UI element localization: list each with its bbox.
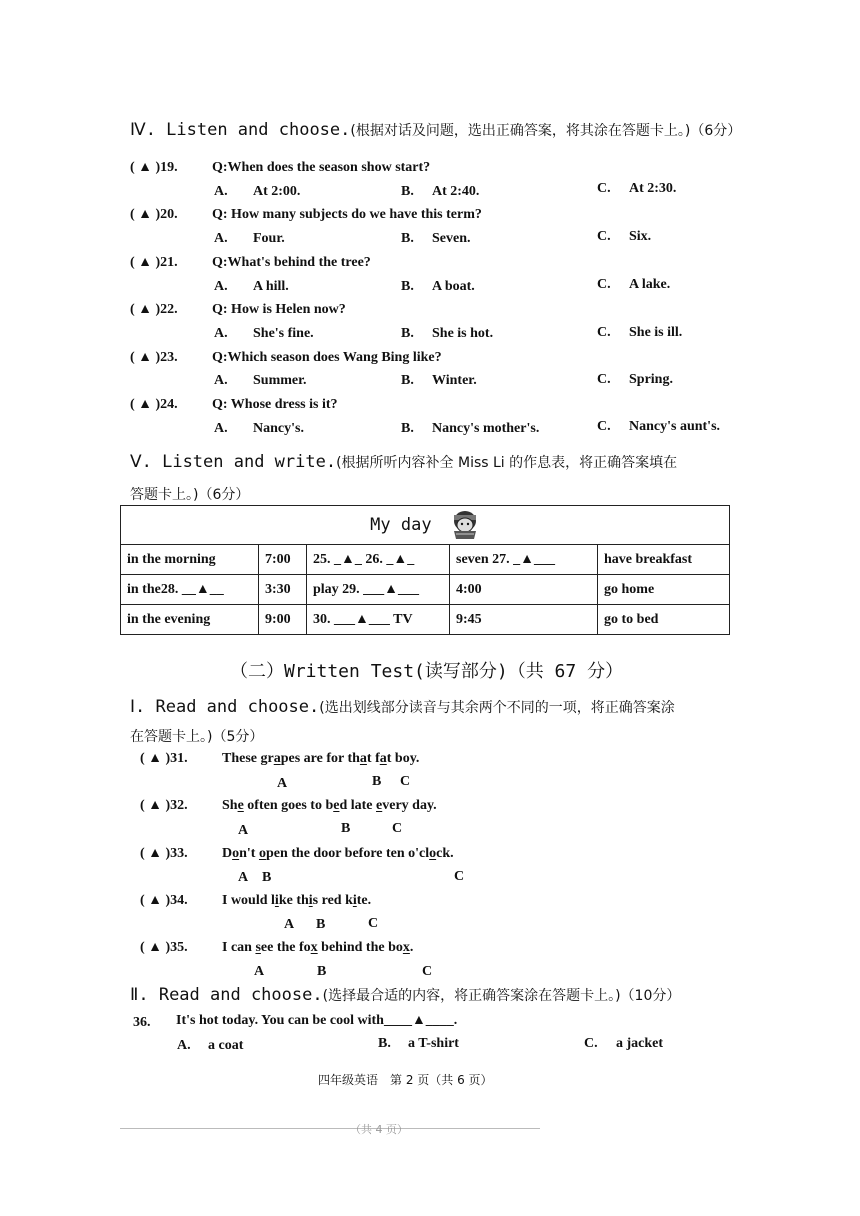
letter-b: B [341, 821, 351, 836]
question-31: ( ▲ )31. [140, 751, 188, 766]
letter-a: A [277, 776, 288, 791]
underlined-b: a [359, 751, 367, 766]
question-36-number: 36. [133, 1015, 151, 1030]
part-2-instruction: (选择最合适的内容，将正确答案涂在答题卡上。)（10分） [322, 988, 681, 1004]
option-19-b: At 2:40. [432, 184, 480, 199]
question-35: ( ▲ )35. [140, 940, 188, 955]
section-4-instruction: (根据对话及问题，选出正确答案，将其涂在答题卡上。)（6分） [350, 123, 742, 139]
option-36-c: a jacket [616, 1036, 664, 1051]
option-22-b: She is hot. [432, 326, 494, 341]
question-24: ( ▲ )24. [130, 397, 178, 412]
option-label-b: B. [401, 184, 414, 199]
table-title-cell [121, 506, 730, 545]
option-label-c: C. [597, 419, 611, 434]
option-24-c: Nancy's aunt's. [629, 419, 721, 434]
table-title: My day [370, 515, 432, 535]
option-20-b: Seven. [432, 231, 471, 246]
divider [120, 1128, 540, 1129]
table-cell: go home [598, 575, 730, 605]
table-cell: seven 27. _▲___ [450, 545, 598, 575]
table-cell: play 29. ___▲___ [307, 575, 450, 605]
option-label-b: B. [378, 1036, 391, 1051]
part-2-heading [130, 985, 680, 1005]
part-1-heading [130, 697, 675, 717]
underlined-c: i [352, 893, 357, 908]
table-row [121, 575, 730, 605]
option-label-a: A. [214, 184, 228, 199]
underlined-b: o [258, 846, 266, 861]
question-24-text: Q: Whose dress is it? [212, 397, 338, 412]
option-label-b: B. [401, 421, 414, 436]
question-19: ( ▲ )19. [130, 160, 178, 175]
option-24-b: Nancy's mother's. [432, 421, 540, 436]
letter-b: B [316, 917, 326, 932]
question-19-text: Q:When does the season show start? [212, 160, 431, 175]
option-label-a: A. [214, 231, 228, 246]
table-cell: in the evening [121, 605, 259, 635]
table-cell: in the morning [121, 545, 259, 575]
section-5-heading [130, 452, 677, 472]
question-22: ( ▲ )22. [130, 302, 178, 317]
section-4-title: Ⅳ. Listen and choose. [130, 120, 351, 140]
table-row [121, 605, 730, 635]
question-20: ( ▲ )20. [130, 207, 178, 222]
option-20-c: Six. [629, 229, 652, 244]
table-cell: in the28. __▲__ [121, 575, 259, 605]
question-34-sentence: I would like this red kite. [222, 893, 372, 908]
letter-c: C [392, 821, 403, 836]
underlined-b: x [310, 940, 318, 955]
option-22-c: She is ill. [629, 325, 683, 340]
part-1-instruction-cont: 在答题卡上。)（5分） [130, 729, 264, 745]
table-row [121, 545, 730, 575]
option-36-b: a T-shirt [408, 1036, 459, 1051]
letter-b: B [317, 964, 327, 979]
option-label-a: A. [214, 373, 228, 388]
option-21-c: A lake. [629, 277, 671, 292]
underlined-c: x [402, 940, 410, 955]
option-label-a: A. [214, 279, 228, 294]
option-23-c: Spring. [629, 372, 673, 387]
written-test-heading: （二）Written Test(读写部分)（共 67 分） [230, 661, 624, 682]
underlined-c: a [379, 751, 387, 766]
table-cell: have breakfast [598, 545, 730, 575]
underlined-b: e [333, 798, 340, 813]
question-33-sentence: Don't open the door before ten o'clock. [222, 846, 454, 861]
option-label-b: B. [401, 326, 414, 341]
table-cell: 3:30 [259, 575, 307, 605]
underlined-c: o [429, 846, 437, 861]
letter-c: C [454, 869, 465, 884]
table-cell: 9:45 [450, 605, 598, 635]
option-label-b: B. [401, 231, 414, 246]
table-cell: 9:00 [259, 605, 307, 635]
table-cell: go to bed [598, 605, 730, 635]
table-cell: 30. ___▲___ TV [307, 605, 450, 635]
question-32-sentence: She often goes to bed late every day. [222, 798, 437, 813]
option-22-a: She's fine. [253, 326, 314, 341]
letter-b: B [372, 774, 382, 789]
part-1-title: Ⅰ. Read and choose. [130, 697, 320, 717]
underlined-c: e [376, 798, 383, 813]
option-label-a: A. [214, 421, 228, 436]
letter-a: A [238, 823, 249, 838]
option-21-a: A hill. [253, 279, 289, 294]
option-label-c: C. [597, 325, 611, 340]
section-5-title: Ⅴ. Listen and write. [130, 452, 337, 472]
question-22-text: Q: How is Helen now? [212, 302, 346, 317]
option-19-a: At 2:00. [253, 184, 301, 199]
question-32: ( ▲ )32. [140, 798, 188, 813]
underlined-a: i [274, 893, 279, 908]
option-23-b: Winter. [432, 373, 477, 388]
underlined-a: e [237, 798, 244, 813]
option-24-a: Nancy's. [253, 421, 304, 436]
table-cell: 4:00 [450, 575, 598, 605]
letter-c: C [400, 774, 411, 789]
question-23: ( ▲ )23. [130, 350, 178, 365]
question-33: ( ▲ )33. [140, 846, 188, 861]
part-1-instruction: (选出划线部分读音与其余两个不同的一项，将正确答案涂 [319, 700, 675, 716]
section-4-heading [130, 120, 741, 140]
option-label-c: C. [597, 181, 611, 196]
page-footer: 四年级英语 第 2 页（共 6 页） [318, 1073, 493, 1087]
letter-c: C [368, 916, 379, 931]
question-35-sentence: I can see the fox behind the box. [222, 940, 414, 955]
question-23-text: Q:Which season does Wang Bing like? [212, 350, 442, 365]
question-36-text: It's hot today. You can be cool with____▲____. [176, 1013, 458, 1028]
girl-avatar-icon [450, 509, 480, 541]
option-label-c: C. [597, 229, 611, 244]
my-day-table [120, 505, 730, 635]
option-label-b: B. [401, 279, 414, 294]
letter-a: A [254, 964, 265, 979]
option-36-a: a coat [208, 1038, 244, 1053]
question-21: ( ▲ )21. [130, 255, 178, 270]
option-label-a: A. [177, 1038, 191, 1053]
option-label-a: A. [214, 326, 228, 341]
table-cell: 25. _▲_ 26. _▲_ [307, 545, 450, 575]
question-34: ( ▲ )34. [140, 893, 188, 908]
question-31-sentence: These grapes are for that fat boy. [222, 751, 420, 766]
option-label-c: C. [584, 1036, 598, 1051]
question-20-text: Q: How many subjects do we have this term? [212, 207, 482, 222]
option-20-a: Four. [253, 231, 285, 246]
letter-b: B [262, 870, 272, 885]
option-19-c: At 2:30. [629, 181, 677, 196]
letter-a: A [238, 870, 249, 885]
part-2-title: Ⅱ. Read and choose. [130, 985, 323, 1005]
section-5-instruction: (根据所听内容补全 Miss Li 的作息表，将正确答案填在 [336, 455, 678, 471]
option-label-b: B. [401, 373, 414, 388]
option-label-c: C. [597, 372, 611, 387]
section-5-instruction-cont: 答题卡上。)（6分） [130, 487, 250, 503]
underlined-a: s [255, 940, 261, 955]
option-23-a: Summer. [253, 373, 307, 388]
letter-a: A [284, 917, 295, 932]
underlined-b: i [308, 893, 313, 908]
table-cell: 7:00 [259, 545, 307, 575]
option-label-c: C. [597, 277, 611, 292]
question-21-text: Q:What's behind the tree? [212, 255, 371, 270]
bleed-through-text: （共 4 页） [350, 1123, 408, 1136]
option-21-b: A boat. [432, 279, 475, 294]
underlined-a: o [232, 846, 240, 861]
letter-c: C [422, 964, 433, 979]
underlined-a: a [273, 751, 281, 766]
